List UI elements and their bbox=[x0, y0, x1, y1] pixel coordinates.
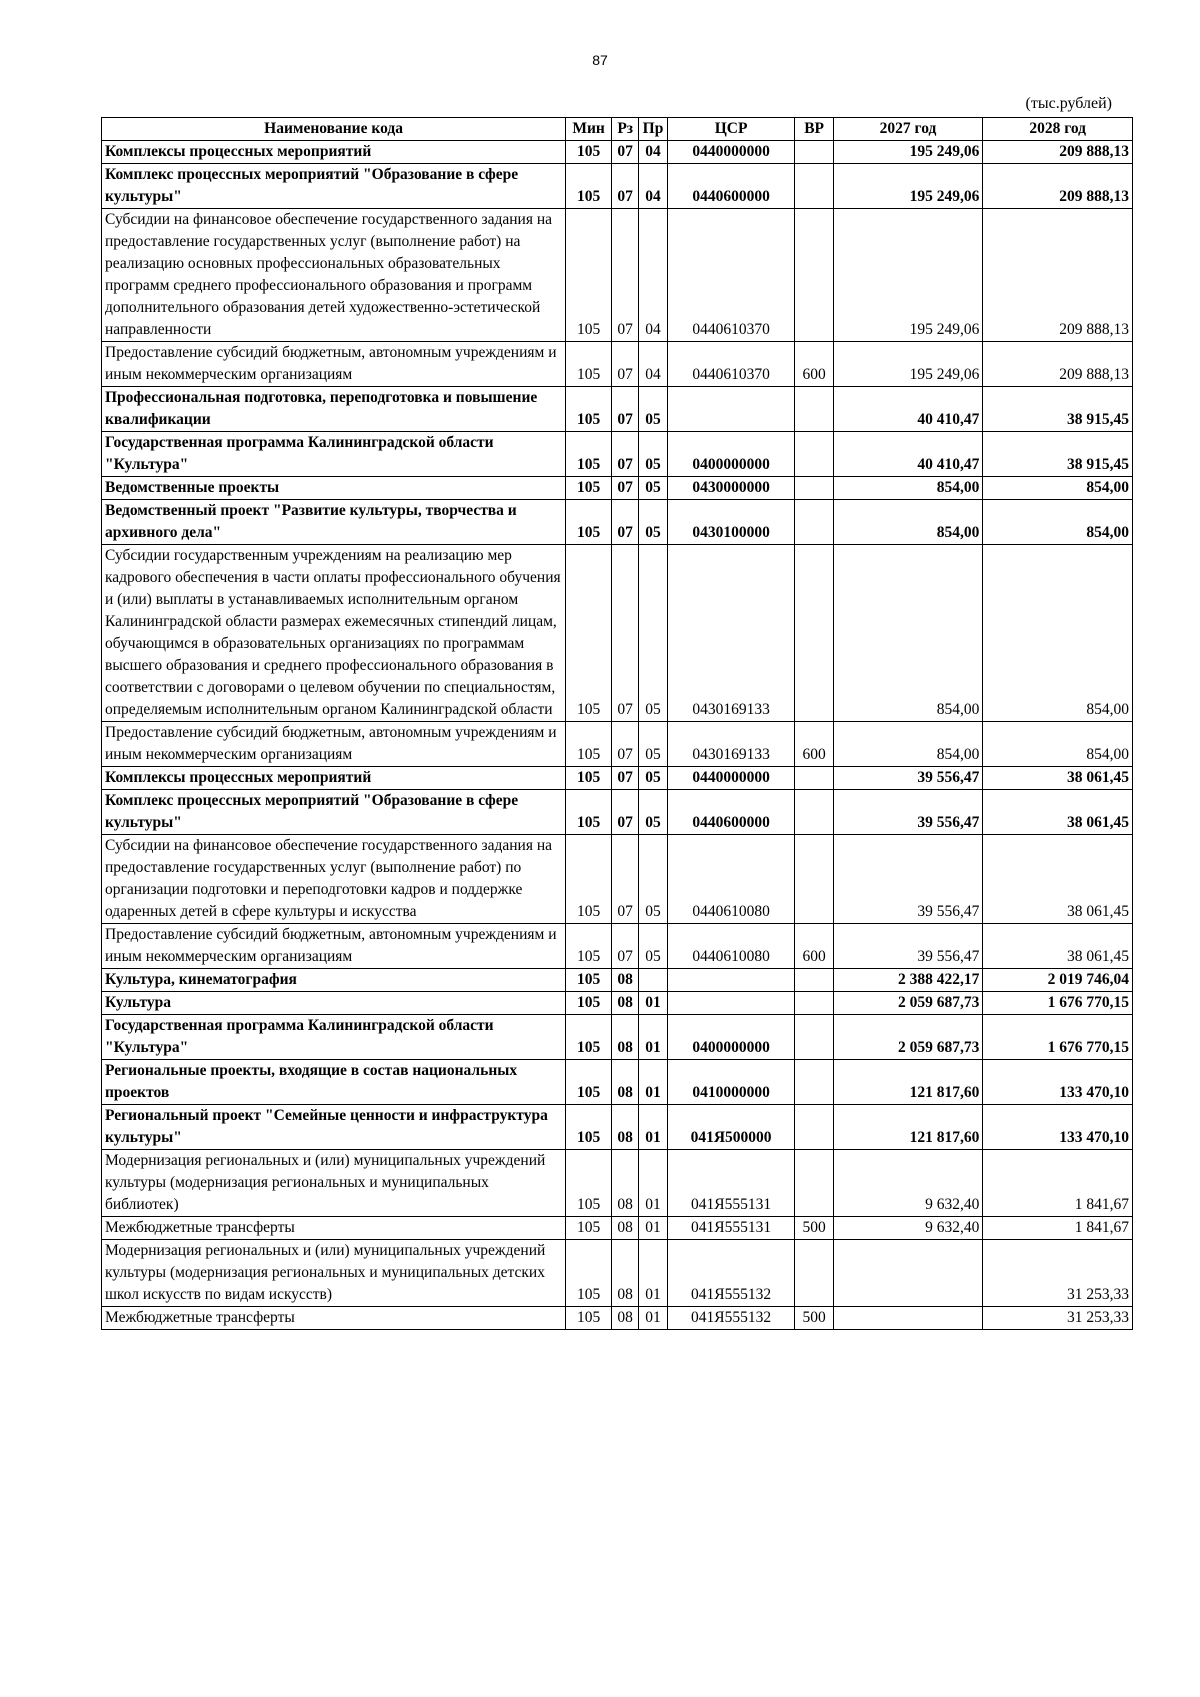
cell-name: Комплекс процессных мероприятий "Образование в сфере культуры" bbox=[102, 790, 566, 835]
cell-pr: 04 bbox=[639, 141, 667, 164]
cell-csr bbox=[667, 387, 795, 432]
cell-pr: 01 bbox=[639, 1060, 667, 1105]
cell-min: 105 bbox=[566, 1307, 612, 1330]
cell-rz: 07 bbox=[612, 790, 639, 835]
cell-pr: 04 bbox=[639, 342, 667, 387]
page-number: 87 bbox=[592, 52, 608, 68]
cell-min: 105 bbox=[566, 722, 612, 767]
cell-2028: 209 888,13 bbox=[983, 209, 1133, 342]
cell-csr bbox=[667, 969, 795, 992]
cell-rz: 07 bbox=[612, 767, 639, 790]
cell-2027: 121 817,60 bbox=[833, 1105, 983, 1150]
header-rz: Рз bbox=[612, 118, 639, 141]
cell-pr bbox=[639, 969, 667, 992]
cell-min: 105 bbox=[566, 387, 612, 432]
table-row bbox=[102, 1105, 1133, 1150]
cell-rz: 07 bbox=[612, 141, 639, 164]
cell-2027: 39 556,47 bbox=[833, 924, 983, 969]
cell-pr: 01 bbox=[639, 1240, 667, 1307]
cell-csr bbox=[667, 992, 795, 1015]
cell-vr bbox=[795, 545, 833, 722]
cell-min: 105 bbox=[566, 1060, 612, 1105]
cell-csr: 0430000000 bbox=[667, 477, 795, 500]
table-row bbox=[102, 1217, 1133, 1240]
cell-name: Межбюджетные трансферты bbox=[102, 1217, 566, 1240]
cell-csr: 0410000000 bbox=[667, 1060, 795, 1105]
cell-rz: 08 bbox=[612, 1217, 639, 1240]
cell-vr: 600 bbox=[795, 342, 833, 387]
cell-name: Субсидии на финансовое обеспечение государственного задания на предоставление государственных услуг (выполнение работ) на реализацию основных профессиональных образовательных программ среднего профессионального образования и программ дополнительного образования детей художественно-эстетической направленности bbox=[102, 209, 566, 342]
cell-vr bbox=[795, 164, 833, 209]
cell-vr bbox=[795, 835, 833, 924]
cell-2028: 854,00 bbox=[983, 722, 1133, 767]
cell-csr: 0400000000 bbox=[667, 432, 795, 477]
cell-2027: 2 388 422,17 bbox=[833, 969, 983, 992]
cell-rz: 07 bbox=[612, 387, 639, 432]
cell-vr bbox=[795, 992, 833, 1015]
cell-name: Государственная программа Калининградской области "Культура" bbox=[102, 432, 566, 477]
table-row bbox=[102, 500, 1133, 545]
cell-csr: 0440000000 bbox=[667, 141, 795, 164]
cell-2028: 38 915,45 bbox=[983, 387, 1133, 432]
cell-2028: 31 253,33 bbox=[983, 1240, 1133, 1307]
cell-csr: 0440610080 bbox=[667, 924, 795, 969]
cell-rz: 08 bbox=[612, 1015, 639, 1060]
cell-name: Ведомственные проекты bbox=[102, 477, 566, 500]
table-row bbox=[102, 477, 1133, 500]
table-row bbox=[102, 164, 1133, 209]
cell-min: 105 bbox=[566, 1015, 612, 1060]
cell-pr: 01 bbox=[639, 1105, 667, 1150]
cell-2028: 133 470,10 bbox=[983, 1060, 1133, 1105]
cell-vr bbox=[795, 1060, 833, 1105]
cell-pr: 05 bbox=[639, 722, 667, 767]
budget-table bbox=[101, 117, 1133, 1330]
header-2028: 2028 год bbox=[983, 118, 1133, 141]
table-row bbox=[102, 924, 1133, 969]
table-row bbox=[102, 1240, 1133, 1307]
cell-2027: 39 556,47 bbox=[833, 835, 983, 924]
cell-rz: 07 bbox=[612, 209, 639, 342]
cell-2027: 195 249,06 bbox=[833, 141, 983, 164]
cell-csr: 0430100000 bbox=[667, 500, 795, 545]
cell-vr bbox=[795, 1105, 833, 1150]
table-row bbox=[102, 209, 1133, 342]
cell-vr: 500 bbox=[795, 1217, 833, 1240]
cell-2028: 38 061,45 bbox=[983, 924, 1133, 969]
cell-pr: 05 bbox=[639, 790, 667, 835]
cell-pr: 05 bbox=[639, 835, 667, 924]
cell-vr bbox=[795, 767, 833, 790]
cell-2027: 2 059 687,73 bbox=[833, 992, 983, 1015]
cell-rz: 08 bbox=[612, 1240, 639, 1307]
cell-2027: 39 556,47 bbox=[833, 790, 983, 835]
cell-2028: 854,00 bbox=[983, 477, 1133, 500]
cell-vr bbox=[795, 432, 833, 477]
cell-rz: 08 bbox=[612, 992, 639, 1015]
cell-name: Субсидии на финансовое обеспечение государственного задания на предоставление государственных услуг (выполнение работ) по организации подготовки и переподготовки кадров и поддержке одаренных детей в сфере культуры и искусства bbox=[102, 835, 566, 924]
cell-2028: 38 061,45 bbox=[983, 835, 1133, 924]
cell-2028: 1 841,67 bbox=[983, 1217, 1133, 1240]
cell-name: Региональные проекты, входящие в состав национальных проектов bbox=[102, 1060, 566, 1105]
cell-2028: 31 253,33 bbox=[983, 1307, 1133, 1330]
cell-2028: 209 888,13 bbox=[983, 164, 1133, 209]
cell-rz: 07 bbox=[612, 924, 639, 969]
cell-rz: 07 bbox=[612, 722, 639, 767]
header-vr: ВР bbox=[795, 118, 833, 141]
cell-csr: 041Я555132 bbox=[667, 1307, 795, 1330]
cell-rz: 07 bbox=[612, 342, 639, 387]
cell-csr: 041Я555131 bbox=[667, 1217, 795, 1240]
cell-min: 105 bbox=[566, 790, 612, 835]
cell-2028: 209 888,13 bbox=[983, 342, 1133, 387]
header-csr: ЦСР bbox=[667, 118, 795, 141]
cell-min: 105 bbox=[566, 141, 612, 164]
cell-2028: 854,00 bbox=[983, 500, 1133, 545]
cell-pr: 04 bbox=[639, 209, 667, 342]
cell-2027: 195 249,06 bbox=[833, 209, 983, 342]
table-header-row bbox=[102, 118, 1133, 141]
cell-csr: 0440600000 bbox=[667, 790, 795, 835]
table-row bbox=[102, 387, 1133, 432]
cell-2027: 121 817,60 bbox=[833, 1060, 983, 1105]
cell-min: 105 bbox=[566, 500, 612, 545]
cell-csr: 0440610080 bbox=[667, 835, 795, 924]
cell-csr: 0440610370 bbox=[667, 209, 795, 342]
cell-2028: 38 061,45 bbox=[983, 767, 1133, 790]
cell-min: 105 bbox=[566, 209, 612, 342]
cell-pr: 01 bbox=[639, 1150, 667, 1217]
cell-name: Профессиональная подготовка, переподготовка и повышение квалификации bbox=[102, 387, 566, 432]
cell-csr: 0430169133 bbox=[667, 722, 795, 767]
cell-name: Предоставление субсидий бюджетным, автономным учреждениям и иным некоммерческим организациям bbox=[102, 924, 566, 969]
table-row bbox=[102, 1307, 1133, 1330]
cell-min: 105 bbox=[566, 477, 612, 500]
cell-min: 105 bbox=[566, 432, 612, 477]
cell-2028: 1 841,67 bbox=[983, 1150, 1133, 1217]
cell-2027: 40 410,47 bbox=[833, 387, 983, 432]
cell-rz: 07 bbox=[612, 835, 639, 924]
cell-pr: 01 bbox=[639, 1015, 667, 1060]
cell-2027: 195 249,06 bbox=[833, 342, 983, 387]
cell-rz: 07 bbox=[612, 477, 639, 500]
table-row bbox=[102, 1015, 1133, 1060]
cell-2028: 1 676 770,15 bbox=[983, 1015, 1133, 1060]
cell-rz: 07 bbox=[612, 164, 639, 209]
units-label: (тыс.рублей) bbox=[1025, 95, 1112, 112]
cell-pr: 05 bbox=[639, 767, 667, 790]
table-row bbox=[102, 722, 1133, 767]
cell-csr: 041Я555132 bbox=[667, 1240, 795, 1307]
cell-vr bbox=[795, 790, 833, 835]
cell-name: Субсидии государственным учреждениям на реализацию мер кадрового обеспечения в части оплаты профессионального обучения и (или) выплаты в устанавливаемых исполнительным органом Калининградской области размерах ежемесячных стипендий лицам, обучающимся в образовательных организациях по программам высшего образования и среднего профессионального образования в соответствии с договорами о целевом обучении по специальностям, определяемым исполнительным органом Калининградской области bbox=[102, 545, 566, 722]
cell-pr: 05 bbox=[639, 387, 667, 432]
header-pr: Пр bbox=[639, 118, 667, 141]
cell-min: 105 bbox=[566, 545, 612, 722]
cell-rz: 08 bbox=[612, 1150, 639, 1217]
cell-name: Модернизация региональных и (или) муниципальных учреждений культуры (модернизация региональных и муниципальных библиотек) bbox=[102, 1150, 566, 1217]
cell-csr: 041Я555131 bbox=[667, 1150, 795, 1217]
cell-csr: 0400000000 bbox=[667, 1015, 795, 1060]
table-row bbox=[102, 1060, 1133, 1105]
cell-pr: 04 bbox=[639, 164, 667, 209]
cell-name: Комплексы процессных мероприятий bbox=[102, 141, 566, 164]
table-row bbox=[102, 545, 1133, 722]
cell-2027: 9 632,40 bbox=[833, 1217, 983, 1240]
cell-rz: 08 bbox=[612, 969, 639, 992]
cell-rz: 07 bbox=[612, 500, 639, 545]
cell-2027: 2 059 687,73 bbox=[833, 1015, 983, 1060]
cell-rz: 08 bbox=[612, 1105, 639, 1150]
cell-name: Комплексы процессных мероприятий bbox=[102, 767, 566, 790]
header-2027: 2027 год bbox=[833, 118, 983, 141]
table-row bbox=[102, 992, 1133, 1015]
cell-2027: 9 632,40 bbox=[833, 1150, 983, 1217]
cell-vr bbox=[795, 500, 833, 545]
table-row bbox=[102, 835, 1133, 924]
cell-2028: 209 888,13 bbox=[983, 141, 1133, 164]
cell-pr: 05 bbox=[639, 545, 667, 722]
cell-vr bbox=[795, 477, 833, 500]
cell-name: Культура, кинематография bbox=[102, 969, 566, 992]
cell-csr: 0440000000 bbox=[667, 767, 795, 790]
cell-vr bbox=[795, 141, 833, 164]
cell-name: Предоставление субсидий бюджетным, автономным учреждениям и иным некоммерческим организациям bbox=[102, 342, 566, 387]
cell-vr bbox=[795, 1240, 833, 1307]
table-row bbox=[102, 141, 1133, 164]
cell-rz: 07 bbox=[612, 545, 639, 722]
cell-csr: 0440610370 bbox=[667, 342, 795, 387]
cell-2027: 854,00 bbox=[833, 477, 983, 500]
header-name: Наименование кода bbox=[102, 118, 566, 141]
cell-name: Культура bbox=[102, 992, 566, 1015]
cell-vr bbox=[795, 1150, 833, 1217]
table-body bbox=[102, 141, 1133, 1330]
cell-min: 105 bbox=[566, 835, 612, 924]
table-row bbox=[102, 767, 1133, 790]
cell-pr: 05 bbox=[639, 924, 667, 969]
cell-min: 105 bbox=[566, 164, 612, 209]
cell-vr: 600 bbox=[795, 924, 833, 969]
table-row bbox=[102, 969, 1133, 992]
cell-min: 105 bbox=[566, 342, 612, 387]
cell-2028: 38 061,45 bbox=[983, 790, 1133, 835]
cell-vr: 500 bbox=[795, 1307, 833, 1330]
cell-pr: 01 bbox=[639, 1307, 667, 1330]
cell-2028: 2 019 746,04 bbox=[983, 969, 1133, 992]
cell-pr: 01 bbox=[639, 1217, 667, 1240]
cell-2028: 38 915,45 bbox=[983, 432, 1133, 477]
cell-2027: 854,00 bbox=[833, 722, 983, 767]
cell-min: 105 bbox=[566, 1217, 612, 1240]
cell-min: 105 bbox=[566, 1105, 612, 1150]
table-row bbox=[102, 432, 1133, 477]
cell-rz: 08 bbox=[612, 1060, 639, 1105]
cell-min: 105 bbox=[566, 1240, 612, 1307]
cell-pr: 05 bbox=[639, 432, 667, 477]
cell-min: 105 bbox=[566, 969, 612, 992]
cell-2027: 39 556,47 bbox=[833, 767, 983, 790]
cell-rz: 08 bbox=[612, 1307, 639, 1330]
cell-vr bbox=[795, 969, 833, 992]
cell-2027: 854,00 bbox=[833, 545, 983, 722]
cell-2028: 854,00 bbox=[983, 545, 1133, 722]
table-row bbox=[102, 342, 1133, 387]
cell-rz: 07 bbox=[612, 432, 639, 477]
cell-vr bbox=[795, 387, 833, 432]
cell-2027: 40 410,47 bbox=[833, 432, 983, 477]
cell-2027: 854,00 bbox=[833, 500, 983, 545]
cell-2028: 133 470,10 bbox=[983, 1105, 1133, 1150]
cell-2027 bbox=[833, 1307, 983, 1330]
cell-csr: 041Я500000 bbox=[667, 1105, 795, 1150]
cell-name: Комплекс процессных мероприятий "Образование в сфере культуры" bbox=[102, 164, 566, 209]
cell-name: Модернизация региональных и (или) муниципальных учреждений культуры (модернизация региональных и муниципальных детских школ искусств по видам искусств) bbox=[102, 1240, 566, 1307]
cell-min: 105 bbox=[566, 767, 612, 790]
cell-name: Предоставление субсидий бюджетным, автономным учреждениям и иным некоммерческим организациям bbox=[102, 722, 566, 767]
cell-name: Государственная программа Калининградской области "Культура" bbox=[102, 1015, 566, 1060]
cell-name: Ведомственный проект "Развитие культуры, творчества и архивного дела" bbox=[102, 500, 566, 545]
cell-min: 105 bbox=[566, 992, 612, 1015]
cell-pr: 01 bbox=[639, 992, 667, 1015]
cell-csr: 0440600000 bbox=[667, 164, 795, 209]
cell-vr: 600 bbox=[795, 722, 833, 767]
cell-vr bbox=[795, 1015, 833, 1060]
cell-pr: 05 bbox=[639, 500, 667, 545]
cell-name: Межбюджетные трансферты bbox=[102, 1307, 566, 1330]
cell-2027 bbox=[833, 1240, 983, 1307]
cell-name: Региональный проект "Семейные ценности и инфраструктура культуры" bbox=[102, 1105, 566, 1150]
table-row bbox=[102, 1150, 1133, 1217]
header-min: Мин bbox=[566, 118, 612, 141]
cell-vr bbox=[795, 209, 833, 342]
cell-min: 105 bbox=[566, 1150, 612, 1217]
cell-2028: 1 676 770,15 bbox=[983, 992, 1133, 1015]
table-row bbox=[102, 790, 1133, 835]
cell-min: 105 bbox=[566, 924, 612, 969]
cell-pr: 05 bbox=[639, 477, 667, 500]
cell-2027: 195 249,06 bbox=[833, 164, 983, 209]
cell-csr: 0430169133 bbox=[667, 545, 795, 722]
